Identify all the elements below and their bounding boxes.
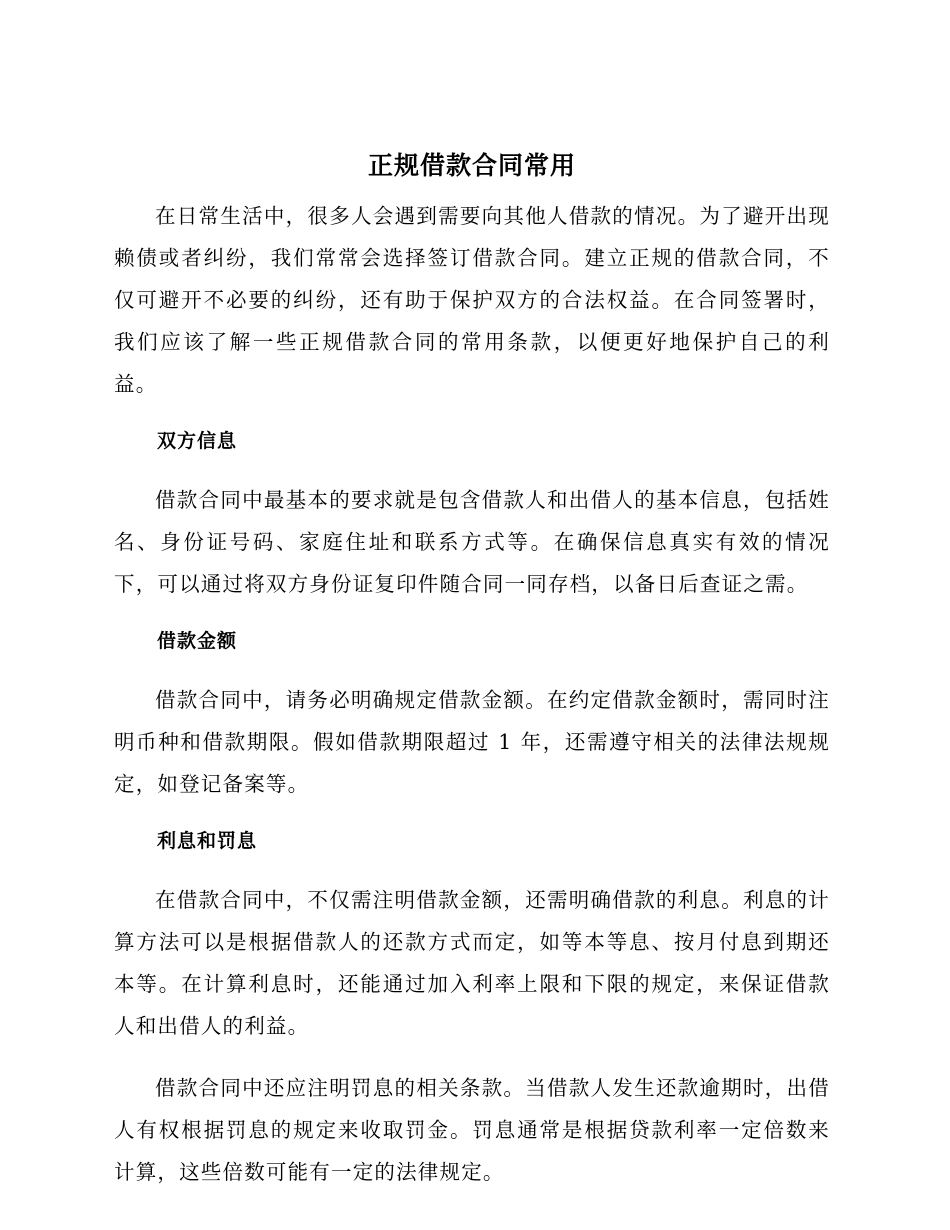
section-loan-amount (114, 625, 830, 805)
section-interest-penalty (114, 825, 830, 1193)
section-heading-loan-amount: 借款金额 (157, 630, 238, 652)
loan-amount-paragraph: 借款合同中，请务必明确规定借款金额。在约定借款金额时，需同时注明币种和借款期限。假如借款期限超过 1 年，还需遵守相关的法律法规规定，如登记备案等。 (114, 688, 830, 796)
interest-paragraph: 在借款合同中，不仅需注明借款金额，还需明确借款的利息。利息的计算方法可以是根据借款人的还款方式而定，如等本等息、按月付息到期还本等。在计算利息时，还能通过加入利率上限和下限的规定，来保证借款人和出借人的利益。 (114, 888, 830, 1038)
intro-paragraph: 在日常生活中，很多人会遇到需要向其他人借款的情况。为了避开出现赖债或者纠纷，我们常常会选择签订借款合同。建立正规的借款合同，不仅可避开不必要的纠纷，还有助于保护双方的合法权益。在合同签署时，我们应该了解一些正规借款合同的常用条款，以便更好地保护自己的利益。 (114, 204, 830, 396)
section-heading-party-info: 双方信息 (157, 430, 238, 452)
section-party-info (114, 425, 830, 605)
section-heading-interest-penalty: 利息和罚息 (157, 830, 258, 852)
penalty-paragraph: 借款合同中还应注明罚息的相关条款。当借款人发生还款逾期时，出借人有权根据罚息的规定来收取罚金。罚息通常是根据贷款利率一定倍数来计算，这些倍数可能有一定的法律规定。 (114, 1076, 830, 1184)
party-info-paragraph: 借款合同中最基本的要求就是包含借款人和出借人的基本信息，包括姓名、身份证号码、家庭住址和联系方式等。在确保信息真实有效的情况下，可以通过将双方身份证复印件随合同一同存档，以备日后查证之需。 (114, 488, 830, 596)
document-page (114, 145, 830, 1213)
document-title: 正规借款合同常用 (367, 151, 576, 180)
